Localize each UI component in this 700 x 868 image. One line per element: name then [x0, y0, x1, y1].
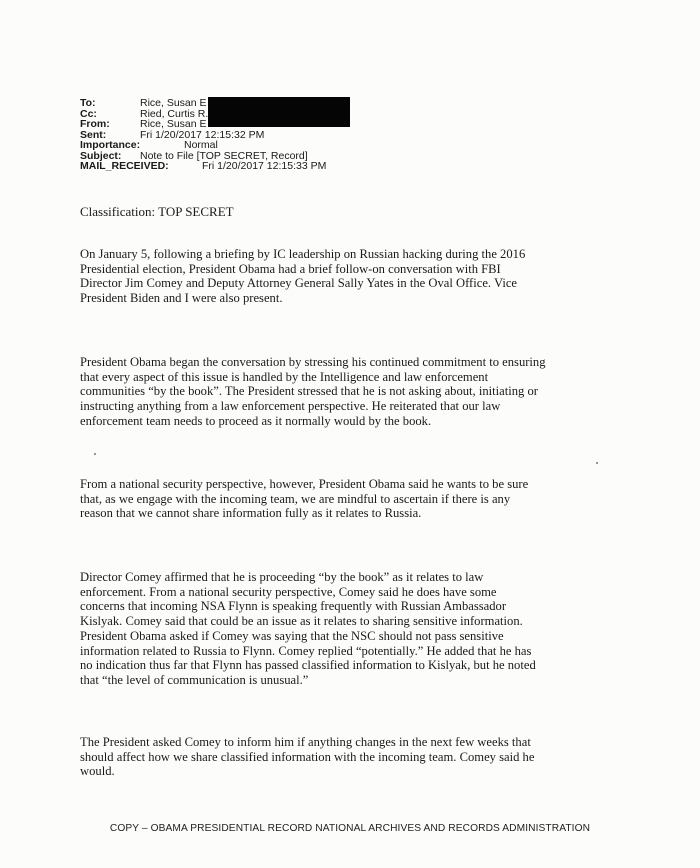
paragraph-line: President Biden and I were also present. — [80, 291, 283, 306]
paragraph-2 — [80, 355, 590, 429]
paragraph-line: information related to Russia to Flynn. Comey replied “potentially.” He added that he has — [80, 643, 532, 658]
header-to-value: Rice, Susan E — [140, 97, 207, 109]
header-from-value: Rice, Susan E — [140, 118, 207, 130]
paragraph-line: no indication thus far that Flynn has passed classified information to Kislyak, but he noted — [80, 658, 536, 673]
scan-speck — [94, 453, 96, 455]
paragraph-line: would. — [80, 764, 115, 779]
header-sent-label: Sent: — [80, 128, 107, 141]
paragraph-5 — [80, 735, 590, 779]
redaction-block — [208, 97, 350, 127]
header-subject-value: Note to File [TOP SECRET, Record] — [140, 149, 308, 162]
header-cc-value: Ried, Curtis R. — [140, 107, 209, 120]
paragraph-line: President Obama began the conversation by stressing his continued commitment to ensuring — [80, 355, 546, 369]
header-mail-received-label: MAIL_RECEIVED: — [80, 160, 169, 172]
paragraph-line: From a national security perspective, however, President Obama said he wants to be sure — [80, 477, 529, 491]
paragraph-line: communities “by the book”. The President stressed that he is not asking about, initiating or — [80, 384, 538, 399]
header-to-label: To: — [80, 97, 96, 109]
paragraph-1 — [80, 247, 590, 306]
paragraph-line: The President asked Comey to inform him if anything changes in the next few weeks that — [80, 735, 531, 749]
paragraph-line: On January 5, following a briefing by IC leadership on Russian hacking during the 2016 — [80, 247, 526, 261]
paragraph-line: Director Jim Comey and Deputy Attorney General Sally Yates in the Oval Office. Vice — [80, 276, 518, 291]
header-importance-row — [80, 140, 580, 151]
paragraph-3 — [80, 477, 590, 521]
paragraph-line: instructing anything from a law enforcement perspective. He reiterated that our law — [80, 399, 501, 414]
header-sent-value: Fri 1/20/2017 12:15:32 PM — [140, 128, 265, 141]
header-mail-received-value: Fri 1/20/2017 12:15:33 PM — [202, 160, 327, 172]
header-importance-value: Normal — [184, 139, 218, 151]
paragraph-line: that “the level of communication is unusual.” — [80, 672, 309, 687]
paragraph-line: enforcement team needs to proceed as it normally would by the book. — [80, 413, 432, 428]
paragraph-line: Kislyak. Comey said that could be an issue as it relates to sharing sensitive information. — [80, 614, 523, 629]
paragraph-line: President Obama asked if Comey was saying that the NSC should not pass sensitive — [80, 628, 504, 643]
paragraph-4 — [80, 570, 590, 688]
header-sent-row — [80, 130, 580, 141]
paragraph-line: should affect how we share classified information with the incoming team. Comey said he — [80, 749, 535, 764]
paragraph-line: Director Comey affirmed that he is proceeding “by the book” as it relates to law — [80, 570, 484, 584]
classification-line: Classification: TOP SECRET — [80, 204, 234, 219]
header-from-label: From: — [80, 118, 110, 130]
archive-footer: COPY – OBAMA PRESIDENTIAL RECORD NATIONAL ARCHIVES AND RECORDS ADMINISTRATION — [109, 823, 591, 834]
header-mail-received-row — [80, 161, 580, 172]
header-cc-label: Cc: — [80, 107, 97, 120]
paragraph-line: reason that we cannot share information fully as it relates to Russia. — [80, 506, 422, 521]
header-importance-label: Importance: — [80, 139, 141, 151]
paragraph-line: concerns that incoming NSA Flynn is speaking frequently with Russian Ambassador — [80, 599, 507, 614]
paragraph-line: enforcement. From a national security perspective, Comey said he does have some — [80, 584, 497, 599]
header-subject-label: Subject: — [80, 149, 122, 162]
scan-speck — [596, 462, 598, 464]
paragraph-line: Presidential election, President Obama had a brief follow-on conversation with FBI — [80, 261, 501, 276]
paragraph-line: that every aspect of this issue is handled by the Intelligence and law enforcement — [80, 369, 489, 384]
paragraph-line: that, as we engage with the incoming team, we are mindful to ascertain if there is any — [80, 491, 511, 506]
